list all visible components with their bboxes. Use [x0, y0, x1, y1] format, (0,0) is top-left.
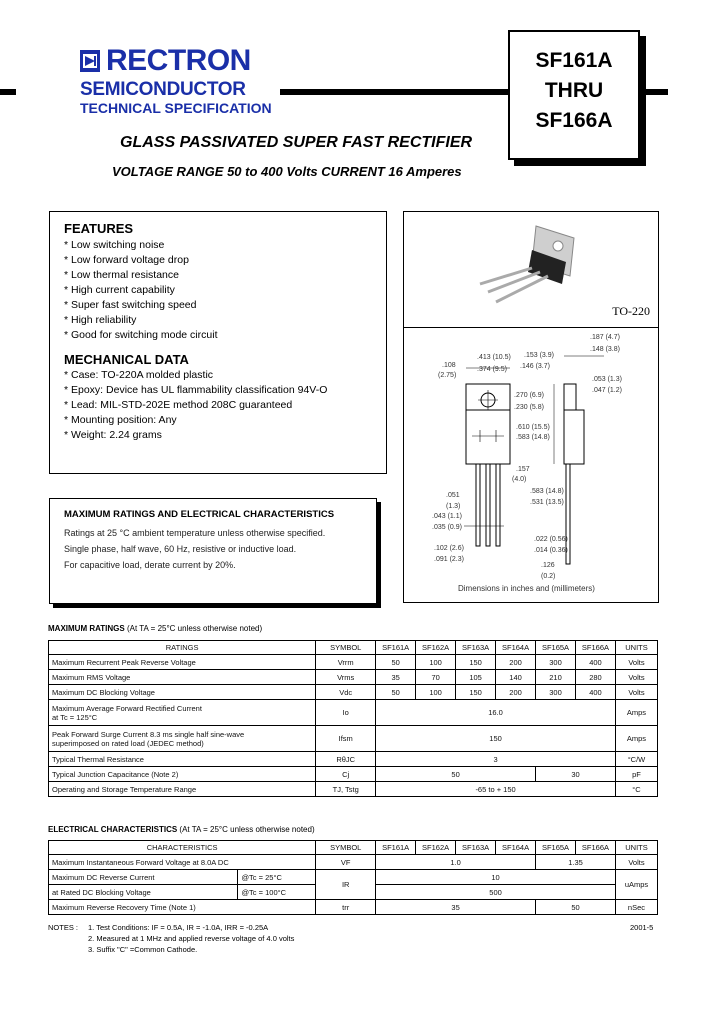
dim-label: .091 (2.3) [434, 556, 464, 563]
header-cell: SYMBOL [316, 841, 376, 855]
table-cell: 300 [536, 685, 576, 700]
list-item: * Super fast switching speed [64, 299, 197, 311]
ratings-line: Single phase, half wave, 60 Hz, resistive or inductive load. [64, 544, 297, 554]
table-cell: 35 [376, 900, 536, 915]
brand-name: RECTRON [106, 44, 251, 77]
table-cell: @Tc = 25°C [238, 870, 316, 885]
list-item: * Low switching noise [64, 239, 165, 251]
table-cell: Maximum Instantaneous Forward Voltage at 8.0A DC [49, 855, 316, 870]
dim-label: .043 (1.1) [432, 513, 462, 520]
table-cell: 50 [376, 685, 416, 700]
notes-list [88, 922, 294, 955]
table-row [49, 726, 658, 752]
header-cell: CHARACTERISTICS [49, 841, 316, 855]
table-cell [49, 726, 316, 752]
table-cell: 10 [376, 870, 616, 885]
table-cell: 140 [496, 670, 536, 685]
surge-current-label: Peak Forward Surge Current 8.3 ms single half sine-wave [52, 729, 245, 739]
table-cell: 150 [376, 726, 616, 752]
table-cell: Cj [316, 767, 376, 782]
elec-caption-note: (At TA = 25°C unless otherwise noted) [177, 825, 315, 834]
table-cell: °C/W [615, 752, 657, 767]
package-photo-box [403, 211, 659, 328]
table-row [49, 870, 658, 885]
table-cell: pF [615, 767, 657, 782]
table-cell: Typical Thermal Resistance [49, 752, 316, 767]
elec-caption-bold: ELECTRICAL CHARACTERISTICS [48, 825, 178, 834]
table-cell: Amps [615, 726, 657, 752]
table-row [49, 900, 658, 915]
dim-label: .108 [442, 362, 456, 369]
list-item: * Lead: MIL-STD-202E method 208C guaranteed [64, 399, 293, 411]
table-cell: 50 [376, 655, 416, 670]
table-cell: Ifsm [316, 726, 376, 752]
avg-current-label: Maximum Average Forward Rectified Current [52, 703, 202, 713]
max-ratings-caption-note: (At TA = 25°C unless otherwise noted) [124, 624, 263, 633]
table-cell: 1.35 [536, 855, 616, 870]
table-cell: 200 [496, 655, 536, 670]
table-cell [49, 700, 316, 726]
part-number-bottom: SF166A [535, 109, 613, 132]
ratings-description-box [49, 498, 377, 604]
dim-label: (2.75) [438, 372, 457, 379]
features-heading: FEATURES [64, 221, 134, 236]
dim-label: .126 [541, 562, 555, 569]
list-item: * Weight: 2.24 grams [64, 429, 162, 441]
dim-label: .047 (1.2) [592, 387, 622, 394]
table-cell: 30 [536, 767, 616, 782]
dim-label: .583 (14.8) [516, 434, 550, 441]
table-cell: Typical Junction Capacitance (Note 2) [49, 767, 316, 782]
table-cell: VF [316, 855, 376, 870]
dim-label: .102 (2.6) [434, 545, 464, 552]
header-cell: UNITS [615, 641, 657, 655]
dim-label: .053 (1.3) [592, 376, 622, 383]
list-item: * Good for switching mode circuit [64, 329, 218, 341]
header-cell: SF162A [416, 841, 456, 855]
dim-label: .022 (0.56) [534, 536, 568, 543]
dim-label: .014 (0.36) [534, 547, 568, 554]
table-cell: Vrms [316, 670, 376, 685]
table-row [49, 700, 658, 726]
header-cell: SF164A [496, 641, 536, 655]
dim-label: .270 (6.9) [514, 392, 544, 399]
table-cell: 150 [456, 655, 496, 670]
rectron-logo-icon [80, 50, 100, 72]
semiconductor-label: SEMICONDUCTOR [80, 79, 246, 100]
header-cell: SF164A [496, 841, 536, 855]
table-cell: 50 [536, 900, 616, 915]
table-cell: 105 [456, 670, 496, 685]
notes-label: NOTES : [48, 923, 79, 932]
header-cell: SF166A [576, 841, 616, 855]
dim-label: (4.0) [512, 476, 527, 483]
header-cell: SYMBOL [316, 641, 376, 655]
list-item: * Mounting position: Any [64, 414, 177, 426]
dim-label: .035 (0.9) [432, 524, 462, 531]
list-item: * High current capability [64, 284, 175, 296]
header-cell: RATINGS [49, 641, 316, 655]
table-cell: Maximum Reverse Recovery Time (Note 1) [49, 900, 316, 915]
table-cell: 16.0 [376, 700, 616, 726]
table-header-row [49, 841, 658, 855]
revision-date: 2001-5 [630, 923, 654, 932]
table-cell: Operating and Storage Temperature Range [49, 782, 316, 797]
table-cell: at Rated DC Blocking Voltage [49, 885, 238, 900]
max-ratings-caption [48, 624, 262, 633]
table-cell: Volts [615, 855, 657, 870]
note-item: 3. Suffix "C" =Common Cathode. [88, 945, 198, 954]
dim-label: .374 (9.5) [477, 366, 507, 373]
table-cell: 70 [416, 670, 456, 685]
table-row [49, 752, 658, 767]
table-cell: 3 [376, 752, 616, 767]
header-cell: SF163A [456, 841, 496, 855]
table-cell: 300 [536, 655, 576, 670]
header-rule-left [0, 89, 16, 95]
package-label: TO-220 [612, 304, 650, 318]
list-item: * High reliability [64, 314, 137, 326]
dim-label: (1.3) [446, 503, 461, 510]
dim-label: .146 (3.7) [520, 363, 550, 370]
table-cell: 500 [376, 885, 616, 900]
mechanical-list [64, 368, 327, 443]
max-ratings-caption-bold: MAXIMUM RATINGS [48, 624, 125, 633]
dim-label: .413 (10.5) [477, 354, 511, 361]
table-cell: °C [615, 782, 657, 797]
table-cell: Maximum DC Blocking Voltage [49, 685, 316, 700]
table-row [49, 655, 658, 670]
part-number-top: SF161A [535, 49, 613, 72]
dimension-drawing-box [403, 326, 659, 603]
table-cell: Maximum DC Reverse Current [49, 870, 238, 885]
table-cell: Volts [615, 670, 657, 685]
table-cell: 150 [456, 685, 496, 700]
table-cell: trr [316, 900, 376, 915]
table-cell: nSec [615, 900, 657, 915]
table-cell: RθJC [316, 752, 376, 767]
max-ratings-table [48, 640, 658, 797]
dim-label: .153 (3.9) [524, 352, 554, 359]
table-cell: 400 [576, 685, 616, 700]
table-row [49, 782, 658, 797]
elec-caption [48, 825, 315, 834]
surge-current-condition: superimposed on rated load (JEDEC method) [52, 738, 204, 748]
list-item: * Low thermal resistance [64, 269, 179, 281]
tech-spec-label: TECHNICAL SPECIFICATION [80, 100, 272, 116]
header-cell: UNITS [615, 841, 657, 855]
dim-label: (0.2) [541, 573, 556, 580]
table-cell: -65 to + 150 [376, 782, 616, 797]
table-row [49, 685, 658, 700]
table-cell: 400 [576, 655, 616, 670]
ratings-box-heading: MAXIMUM RATINGS AND ELECTRICAL CHARACTERISTICS [64, 509, 335, 520]
note-item: 1. Test Conditions: IF = 0.5A, IR = -1.0A, IRR = -0.25A [88, 923, 269, 932]
header-cell: SF161A [376, 641, 416, 655]
header-cell: SF166A [576, 641, 616, 655]
mechanical-heading: MECHANICAL DATA [64, 352, 189, 367]
header-rule-right [642, 89, 668, 95]
table-row [49, 670, 658, 685]
table-cell: Vdc [316, 685, 376, 700]
dim-label: .610 (15.5) [516, 424, 550, 431]
dim-label: .583 (14.8) [530, 488, 564, 495]
header-rule-middle [280, 89, 508, 95]
table-cell: Maximum RMS Voltage [49, 670, 316, 685]
table-cell: 50 [376, 767, 536, 782]
table-row [49, 855, 658, 870]
page-subtitle: VOLTAGE RANGE 50 to 400 Volts CURRENT 16 Amperes [112, 164, 462, 179]
table-cell: Io [316, 700, 376, 726]
table-cell: Volts [615, 685, 657, 700]
header-cell: SF161A [376, 841, 416, 855]
table-cell: Maximum Recurrent Peak Reverse Voltage [49, 655, 316, 670]
list-item: * Low forward voltage drop [64, 254, 189, 266]
table-cell: IR [316, 870, 376, 900]
table-cell: 1.0 [376, 855, 536, 870]
table-header-row [49, 641, 658, 655]
ratings-box-text [64, 525, 325, 573]
table-cell: Amps [615, 700, 657, 726]
features-list [64, 238, 217, 343]
dimensions-note: Dimensions in inches and (millimeters) [458, 584, 595, 593]
page-title: GLASS PASSIVATED SUPER FAST RECTIFIER [120, 134, 473, 151]
table-cell: 210 [536, 670, 576, 685]
table-cell: 280 [576, 670, 616, 685]
ratings-line: For capacitive load, derate current by 20%. [64, 560, 236, 570]
header-cell: SF163A [456, 641, 496, 655]
avg-current-condition: at Tc = 125°C [52, 712, 98, 722]
table-cell: Volts [615, 655, 657, 670]
table-cell: 100 [416, 685, 456, 700]
table-cell: @Tc = 100°C [238, 885, 316, 900]
table-cell: uAmps [615, 870, 657, 900]
part-number-thru: THRU [544, 79, 604, 102]
table-cell: 35 [376, 670, 416, 685]
table-cell: 200 [496, 685, 536, 700]
dim-label: .148 (3.8) [590, 346, 620, 353]
features-box [49, 211, 387, 474]
note-item: 2. Measured at 1 MHz and applied reverse voltage of 4.0 volts [88, 934, 295, 943]
table-cell: TJ, Tstg [316, 782, 376, 797]
list-item: * Case: TO-220A molded plastic [64, 369, 214, 381]
table-cell: Vrrm [316, 655, 376, 670]
dim-label: .230 (5.8) [514, 404, 544, 411]
table-cell: 100 [416, 655, 456, 670]
dim-label: .187 (4.7) [590, 334, 620, 341]
to220-package-icon [474, 218, 594, 318]
part-number-box [508, 30, 640, 160]
ratings-line: Ratings at 25 °C ambient temperature unless otherwise specified. [64, 528, 326, 538]
list-item: * Epoxy: Device has UL flammability classification 94V-O [64, 384, 328, 396]
dim-label: .531 (13.5) [530, 499, 564, 506]
header-cell: SF165A [536, 641, 576, 655]
dim-label: .051 [446, 492, 460, 499]
dim-label: .157 [516, 466, 530, 473]
table-row [49, 767, 658, 782]
header-cell: SF165A [536, 841, 576, 855]
header-cell: SF162A [416, 641, 456, 655]
electrical-table [48, 840, 658, 915]
